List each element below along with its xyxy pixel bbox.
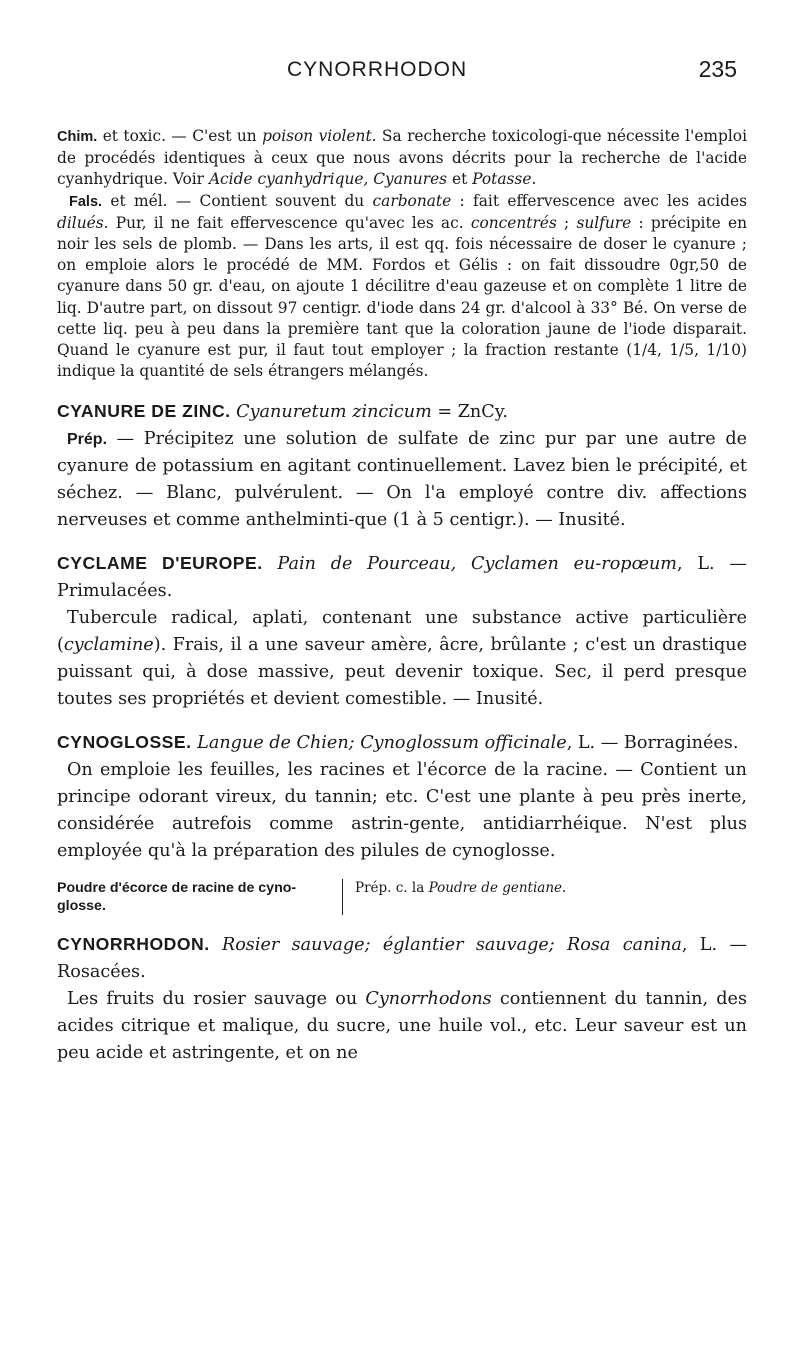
- page-header: [55, 58, 747, 88]
- headword-cynorrhodon: CYNORRHODON.: [57, 934, 210, 955]
- headword-cyclame: CYCLAME D'EUROPE.: [57, 553, 263, 574]
- entry-cynorrhodon-body: Les fruits du rosier sauvage ou Cynorrhodons contiennent du tannin, des acides citrique et malique, du sucre, une huile vol., etc. Leur saveur est un peu acide et astringente, et on ne: [57, 989, 748, 1064]
- entry-cyclame-body: Tubercule radical, aplati, contenant une substance active particulière (cyclamine). Frais, il a une saveur amère, âcre, brûlante ; c'est un drastique puissant qui, à dose massive, peut devenir toxique. Sec, il perd presque toutes ses propriétés et devient comestible. — Inusité.: [57, 608, 747, 710]
- label-fals: Fals.: [69, 193, 103, 210]
- entry-cynoglosse-body: On emploie les feuilles, les racines et l'écorce de la racine. — Contient un principe odorant vireux, du tannin; etc. C'est une plante à peu près inerte, considérée autrefois comme astrin-gente, antidiarrhéique. N'est plus employée qu'à la préparation des pilules de cynoglosse.: [57, 760, 747, 862]
- entry-cynorrhodon: CYNORRHODON. Rosier sauvage; églantier sauvage; Rosa canina, L. — Rosacées.: [57, 934, 747, 983]
- page-number: 235: [698, 56, 737, 82]
- entry-cyanure-de-zinc: CYANURE DE ZINC. Cyanuretum zincicum = ZnCy.: [57, 401, 508, 423]
- headword-cynoglosse: CYNOGLOSSE.: [57, 732, 192, 753]
- running-title: CYNORRHODON: [287, 58, 468, 81]
- preparation-table: [57, 879, 747, 915]
- entry-cynoglosse: CYNOGLOSSE. Langue de Chien; Cynoglossum officinale, L. — Borraginées.: [57, 732, 739, 754]
- latin-name: Cyanuretum zincicum: [236, 402, 432, 423]
- entry-chim: Chim. et toxic. — C'est un poison violent. Sa recherche toxicologi-que nécessite l'emploi de procédés identiques à ceux que nous avons décrits pour la recherche de l'acide cyanhydrique. Voir Acide cyanhydrique, Cyanures et Potasse.: [57, 127, 747, 189]
- page-body: [57, 126, 747, 1067]
- label-chim: Chim.: [57, 129, 98, 145]
- entry-cyanure-prep: Prép. — Précipitez une solution de sulfate de zinc pur par une autre de cyanure de potassium en agitant continuellement. Lavez bien le précipité, et séchez. — Blanc, pulvérulent. — On l'a employé contre div. affections nerveuses et comme anthelminti-que (1 à 5 centigr.). — Inusité.: [57, 429, 747, 531]
- entry-fals: Fals. et mél. — Contient souvent du carbonate : fait effervescence avec les acides dilués. Pur, il ne fait effervescence qu'avec les ac. concentrés ; sulfure : précipite en noir les sels de plomb. — Dans les arts, il est qq. fois nécessaire de doser le cyanure ; on emploie alors le procédé de MM. Fordos et Gélis : on fait dissoudre 0gr,50 de cyanure dans 50 gr. d'eau, on ajoute 1 décilitre d'eau gazeuse et on complète 1 litre de liq. D'autre part, on dissout 97 centigr. d'iode dans 24 gr. d'alcool à 33° Bé. On verse de cette liq. peu à peu dans la première tant que la coloration jaune de l'iode disparait. Quand le cyanure est pur, il faut tout employer ; la fraction restante (1/4, 1/5, 1/10) indique la quantité de sels étrangers mélangés.: [57, 191, 748, 381]
- headword-cyanure: CYANURE DE ZINC.: [57, 401, 231, 422]
- preparation-method: Prép. c. la Poudre de gentiane.: [355, 880, 567, 897]
- entry-cyclame: CYCLAME D'EUROPE. Pain de Pourceau, Cyclamen eu-ropœum, L. — Primulacées.: [57, 553, 747, 602]
- preparation-name: Poudre d'écorce de racine de cyno-glosse.: [57, 879, 343, 915]
